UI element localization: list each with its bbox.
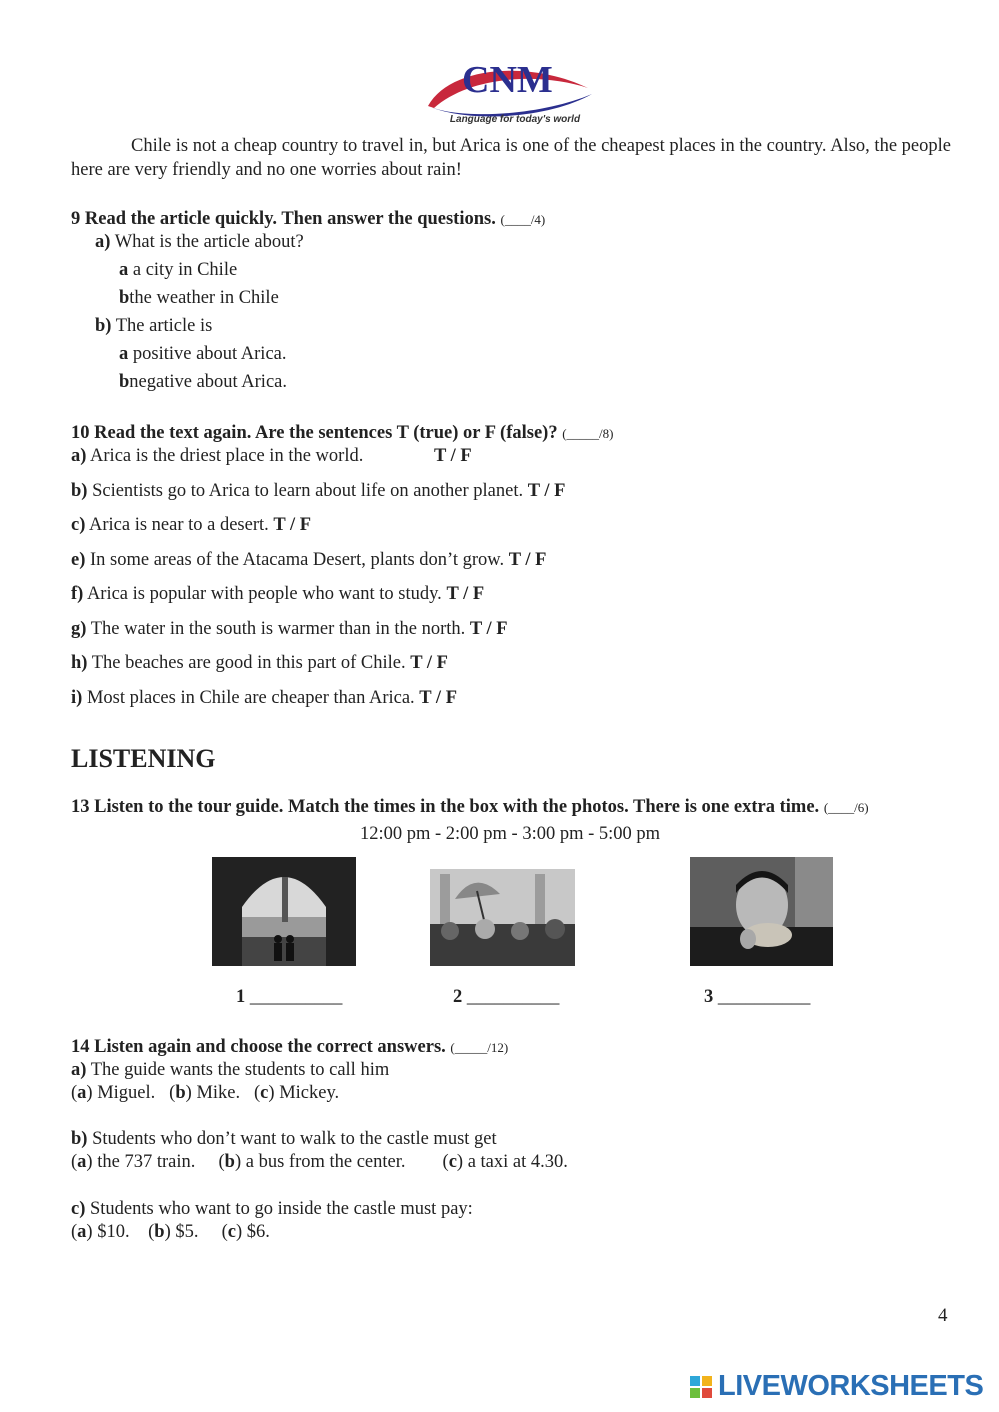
q10-item <box>71 583 484 605</box>
q14-option[interactable]: (c) a taxi at 4.30. <box>442 1152 568 1172</box>
q14-item-c-options <box>71 1221 270 1243</box>
answer-blank[interactable]: __________ <box>717 987 811 1007</box>
q14-number: 14 <box>71 1037 90 1057</box>
q14-score: (_____/12) <box>450 1040 509 1055</box>
intro-paragraph: Chile is not a cheap country to travel in, but Arica is one of the cheapest places in the country. Also, the people here are very friendly and no one worries about rain! <box>71 136 951 180</box>
q10-item-text: The water in the south is warmer than in the north. <box>90 619 466 639</box>
q10-tf-choice[interactable]: T / F <box>419 688 457 708</box>
q13-number: 13 <box>71 797 90 817</box>
answer-label: 1 <box>236 987 246 1007</box>
option-text: a city in Chile <box>132 260 238 280</box>
q10-item-label: f) <box>71 584 84 604</box>
q10-item-label: c) <box>71 515 86 535</box>
q14-option[interactable]: (b) Mike. <box>169 1083 241 1103</box>
logo-text: CNM <box>462 59 553 101</box>
q14-option[interactable]: (b) $5. <box>148 1222 199 1242</box>
q10-tf-choice[interactable]: T / F <box>410 653 448 673</box>
q10-item-text: Arica is near to a desert. <box>88 515 269 535</box>
logo-tagline: Language for today's world <box>449 114 581 125</box>
photo-boy-eating-burger <box>690 857 833 966</box>
q9-item-b <box>95 315 212 337</box>
q14-heading <box>71 1036 508 1059</box>
page-number: 4 <box>938 1305 948 1326</box>
answer-label: 2 <box>453 987 463 1007</box>
q13-time-box: 12:00 pm - 2:00 pm - 3:00 pm - 5:00 pm <box>359 824 661 844</box>
q14-item-a <box>71 1059 389 1081</box>
q13-answer-3[interactable] <box>704 986 810 1008</box>
photo-crowd-umbrella <box>430 869 575 966</box>
q9-heading <box>71 208 545 231</box>
liveworksheets-brand[interactable]: LIVEWORKSHEETS <box>718 1370 984 1402</box>
q9-item-a <box>95 231 304 253</box>
q14-option[interactable]: (c) $6. <box>221 1222 270 1242</box>
q10-item <box>71 618 508 640</box>
q14-item-c <box>71 1198 473 1220</box>
answer-blank[interactable]: __________ <box>249 987 343 1007</box>
q9-score: (____/4) <box>500 212 546 227</box>
q9-item-a-option-a[interactable] <box>119 259 237 281</box>
q10-item <box>71 549 546 571</box>
q10-number: 10 <box>71 423 90 443</box>
q10-item-label: g) <box>71 619 87 639</box>
q9-title: Read the article quickly. Then answer the questions. <box>84 209 496 229</box>
q10-item-text: The beaches are good in this part of Chile. <box>91 653 406 673</box>
q10-tf-choice[interactable]: T / F <box>273 515 312 535</box>
q13-answer-1[interactable] <box>236 986 342 1008</box>
q10-item-text: Arica is popular with people who want to study. <box>86 584 442 604</box>
q14-item-a-options <box>71 1082 339 1104</box>
q14-option[interactable]: (c) Mickey. <box>254 1083 340 1103</box>
q10-item-label: h) <box>71 653 88 673</box>
q14-item-b-options <box>71 1151 568 1173</box>
q13-score: (____/6) <box>823 800 869 815</box>
q10-item-label: a) <box>71 446 87 466</box>
q10-tf-choice[interactable]: T / F <box>508 550 547 570</box>
option-label: a <box>119 344 129 364</box>
q10-tf-choice[interactable]: T / F <box>434 446 472 466</box>
q10-item <box>71 514 311 536</box>
q10-item <box>71 445 363 467</box>
q14-item-b <box>71 1128 497 1150</box>
q14-title: Listen again and choose the correct answers. <box>94 1037 446 1057</box>
q14-item-label: a) <box>71 1060 87 1080</box>
photo-castle-archway <box>212 857 356 966</box>
q10-item-label: i) <box>71 688 83 708</box>
q14-item-text: Students who want to go inside the castle must pay: <box>90 1199 473 1219</box>
q14-option[interactable]: (b) a bus from the center. <box>218 1152 406 1172</box>
option-label: a <box>119 260 129 280</box>
q10-item-text: Arica is the driest place in the world. <box>90 446 364 466</box>
q13-heading <box>71 796 869 819</box>
q9-item-b-text: The article is <box>115 316 213 336</box>
q10-tf-choice[interactable]: T / F <box>527 481 566 501</box>
q9-item-a-option-b[interactable] <box>119 287 279 309</box>
q10-item-label: e) <box>71 550 86 570</box>
q14-item-label: b) <box>71 1129 88 1149</box>
q9-item-b-option-b[interactable] <box>119 371 287 393</box>
q14-option[interactable]: (a) $10. <box>71 1222 130 1242</box>
option-text: the weather in Chile <box>129 288 279 308</box>
q14-option[interactable]: (a) the 737 train. <box>71 1152 196 1172</box>
q14-option[interactable]: (a) Miguel. <box>71 1083 156 1103</box>
q10-tf-choice[interactable]: T / F <box>446 584 485 604</box>
q10-item <box>71 652 448 674</box>
answer-label: 3 <box>704 987 714 1007</box>
listening-section-title: LISTENING <box>71 744 216 773</box>
q9-number: 9 <box>71 209 81 229</box>
q13-answer-2[interactable] <box>453 986 559 1008</box>
q14-item-label: c) <box>71 1199 86 1219</box>
q10-item-text: Most places in Chile are cheaper than Arica. <box>86 688 415 708</box>
q9-item-b-option-a[interactable] <box>119 343 287 365</box>
q10-tf-choice[interactable]: T / F <box>469 619 508 639</box>
q14-item-text: Students who don’t want to walk to the castle must get <box>92 1129 497 1149</box>
q14-item-text: The guide wants the students to call him <box>90 1060 390 1080</box>
q9-item-b-label: b) <box>95 316 112 336</box>
answer-blank[interactable]: __________ <box>466 987 560 1007</box>
q9-item-a-label: a) <box>95 232 111 252</box>
option-text: positive about Arica. <box>132 344 287 364</box>
option-label: b <box>119 372 130 392</box>
q10-score: (_____/8) <box>562 426 614 441</box>
option-label: b <box>119 288 130 308</box>
q10-heading <box>71 422 613 445</box>
q10-item <box>71 687 457 709</box>
q10-item <box>71 480 565 502</box>
q9-item-a-text: What is the article about? <box>114 232 304 252</box>
liveworksheets-icon <box>690 1372 714 1402</box>
option-text: negative about Arica. <box>129 372 287 392</box>
q10-item-text: In some areas of the Atacama Desert, plants don’t grow. <box>90 550 505 570</box>
q10-item-text: Scientists go to Arica to learn about life on another planet. <box>92 481 524 501</box>
q10-title: Read the text again. Are the sentences T (true) or F (false)? <box>94 423 558 443</box>
q13-title: Listen to the tour guide. Match the times in the box with the photos. There is one extra time. <box>94 797 820 817</box>
q10-item-label: b) <box>71 481 88 501</box>
